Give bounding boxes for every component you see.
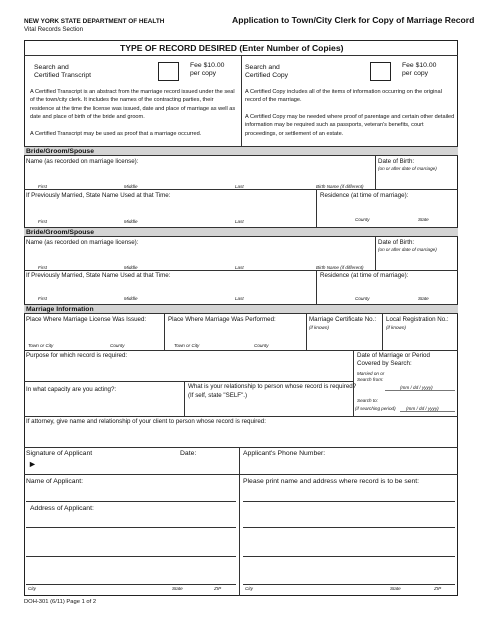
applicant-address-label[interactable]: Address of Applicant: — [30, 505, 94, 512]
search-from-caption: Search from: — [357, 377, 384, 382]
divider — [24, 474, 458, 475]
performed-label[interactable]: Place Where Marriage Was Performed: — [168, 316, 276, 323]
party1-middle-caption: Middle — [124, 184, 138, 189]
capacity-label[interactable]: In what capacity are you acting?: — [26, 386, 117, 393]
address-line — [26, 527, 236, 528]
city-caption: City — [28, 586, 36, 591]
license-issued-label[interactable]: Place Where Marriage License Was Issued: — [26, 316, 147, 323]
performed-county-caption: County — [254, 343, 269, 348]
purpose-label[interactable]: Purpose for which record is required: — [26, 352, 128, 359]
copy-label-2: Certified Copy — [245, 72, 289, 79]
copy-copies-input[interactable] — [370, 62, 391, 81]
marriage-heading-bar — [24, 304, 458, 314]
address-line — [26, 584, 236, 585]
party2-dob-sub: (on or after date of marriage) — [378, 247, 437, 252]
party2-birthname-caption: Birth Name (if different) — [316, 265, 364, 270]
search-to-caption: Search to: — [357, 398, 378, 403]
date-format-caption-2: (mm / dd / yyyy) — [406, 406, 439, 411]
party2-first-caption: First — [38, 265, 47, 270]
divider — [316, 270, 317, 304]
party2-name-label: Name (as recorded on marriage license): — [26, 239, 139, 246]
divider — [24, 447, 458, 448]
party2-prev-last-caption: Last — [235, 296, 244, 301]
date-format-caption: (mm / dd / yyyy) — [400, 385, 433, 390]
marriage-heading: Marriage Information — [26, 306, 94, 313]
city-caption-2: City — [245, 586, 253, 591]
date-label-2: Covered by Search: — [357, 360, 412, 367]
copy-fee: Fee $10.00 — [402, 62, 437, 69]
relationship-label[interactable]: What is your relationship to person whose record is required? — [188, 383, 357, 390]
transcript-copies-input[interactable] — [158, 62, 179, 81]
attorney-label[interactable]: If attorney, give name and relationship of your client to person whose record is required: — [26, 418, 266, 425]
relationship-hint: (If self, state "SELF".) — [188, 392, 248, 399]
send-to-label[interactable]: Please print name and address where record is to be sent: — [243, 478, 420, 485]
cert-no-label[interactable]: Marriage Certificate No.: — [309, 316, 377, 323]
search-to-sub: (if searching period) — [355, 406, 396, 411]
party1-prev-last-caption: Last — [235, 219, 244, 224]
transcript-fee-unit: per copy — [190, 70, 217, 77]
license-county-caption: County — [110, 343, 125, 348]
party1-dob-sub: (on or after date of marriage) — [378, 166, 437, 171]
party2-prev-first-caption: First — [38, 296, 47, 301]
party2-dob-label: Date of Birth: — [378, 239, 415, 246]
send-to-line — [243, 501, 455, 502]
transcript-fee: Fee $10.00 — [190, 62, 225, 69]
party1-heading-bar — [24, 146, 458, 156]
license-town-caption: Town or City — [28, 343, 54, 348]
copy-usage: A Certified Copy may be needed where proof of parentage and certain other detailed information may be required such as passports, veteran's benefits, court proceedings, or settlement of an estate. — [245, 114, 455, 137]
date-label: Date of Marriage or Period — [357, 352, 430, 359]
party1-state-caption: State — [418, 217, 429, 222]
transcript-usage: A Certified Transcript may be used as proof that a marriage occurred. — [30, 131, 202, 137]
divider — [382, 314, 383, 350]
party2-heading: Bride/Groom/Spouse — [26, 229, 94, 236]
signature-arrow-icon: ► — [28, 459, 37, 469]
party1-county-caption: County — [355, 217, 370, 222]
party1-birthname-caption: Birth Name (if different) — [316, 184, 364, 189]
send-to-line — [243, 527, 455, 528]
party2-prev-middle-caption: Middle — [124, 296, 138, 301]
divider — [375, 237, 376, 270]
divider — [184, 381, 185, 416]
divider — [375, 156, 376, 189]
copy-fee-unit: per copy — [402, 70, 429, 77]
record-type-heading: TYPE OF RECORD DESIRED (Enter Number of Copies) — [120, 43, 344, 53]
party2-heading-bar — [24, 227, 458, 237]
state-caption: State — [172, 586, 183, 591]
zip-caption-2: ZIP — [434, 586, 442, 591]
local-reg-sub: (if known) — [386, 325, 406, 330]
party2-middle-caption: Middle — [124, 265, 138, 270]
send-to-line — [243, 584, 455, 585]
transcript-description: A Certified Transcript is an abstract from the marriage record issued under the seal of the town/city clerk. It includes the names of the contracting parties, their residence at the time the license was issued, date and place of marriage as well as date and place of birth of the bride and groom. — [30, 89, 236, 120]
party2-residence-label[interactable]: Residence (at time of marriage): — [320, 272, 409, 279]
send-to-line — [243, 556, 455, 557]
party1-dob-label: Date of Birth: — [378, 158, 415, 165]
party1-last-caption: Last — [235, 184, 244, 189]
party1-prev-first-caption: First — [38, 219, 47, 224]
party2-prev-name-label[interactable]: If Previously Married, State Name Used at that Time: — [26, 272, 171, 279]
applicant-name-line — [26, 501, 236, 502]
party2-county-caption: County — [355, 296, 370, 301]
department-name: NEW YORK STATE DEPARTMENT OF HEALTH — [24, 18, 165, 25]
party1-residence-label[interactable]: Residence (at time of marriage): — [320, 192, 409, 199]
divider — [24, 350, 458, 351]
divider — [24, 189, 458, 190]
section-name: Vital Records Section — [24, 26, 84, 33]
applicant-date-label[interactable]: Date: — [180, 450, 197, 457]
divider — [316, 189, 317, 227]
form-number: DOH-301 (6/11) Page 1 of 2 — [24, 599, 97, 605]
state-caption-2: State — [390, 586, 401, 591]
divider — [24, 270, 458, 271]
divider — [24, 381, 353, 382]
party1-name-label: Name (as recorded on marriage license): — [26, 158, 139, 165]
party1-heading: Bride/Groom/Spouse — [26, 148, 94, 155]
divider — [24, 416, 458, 417]
performed-town-caption: Town or City — [174, 343, 200, 348]
divider — [239, 447, 240, 596]
divider — [306, 314, 307, 350]
party1-prev-middle-caption: Middle — [124, 219, 138, 224]
applicant-name-label[interactable]: Name of Applicant: — [26, 478, 84, 485]
divider — [241, 55, 242, 146]
copy-label: Search and — [245, 64, 280, 71]
local-reg-label[interactable]: Local Registration No.: — [386, 316, 449, 323]
phone-label[interactable]: Applicant's Phone Number: — [243, 450, 326, 457]
address-line — [26, 556, 236, 557]
transcript-label-2: Certified Transcript — [34, 72, 92, 79]
cert-no-sub: (if known) — [309, 325, 329, 330]
party2-state-caption: State — [418, 296, 429, 301]
form-title: Application to Town/City Clerk for Copy of Marriage Record — [232, 15, 475, 25]
party2-last-caption: Last — [235, 265, 244, 270]
transcript-label: Search and — [34, 64, 69, 71]
married-on-caption: Married on or — [357, 371, 385, 376]
zip-caption: ZIP — [214, 586, 222, 591]
signature-label[interactable]: Signature of Applicant — [26, 450, 93, 457]
copy-description: A Certified Copy includes all of the items of information occurring on the original record of the marriage. — [245, 89, 442, 104]
party1-prev-name-label[interactable]: If Previously Married, State Name Used at that Time: — [26, 192, 171, 199]
party1-first-caption: First — [38, 184, 47, 189]
divider — [164, 314, 165, 350]
